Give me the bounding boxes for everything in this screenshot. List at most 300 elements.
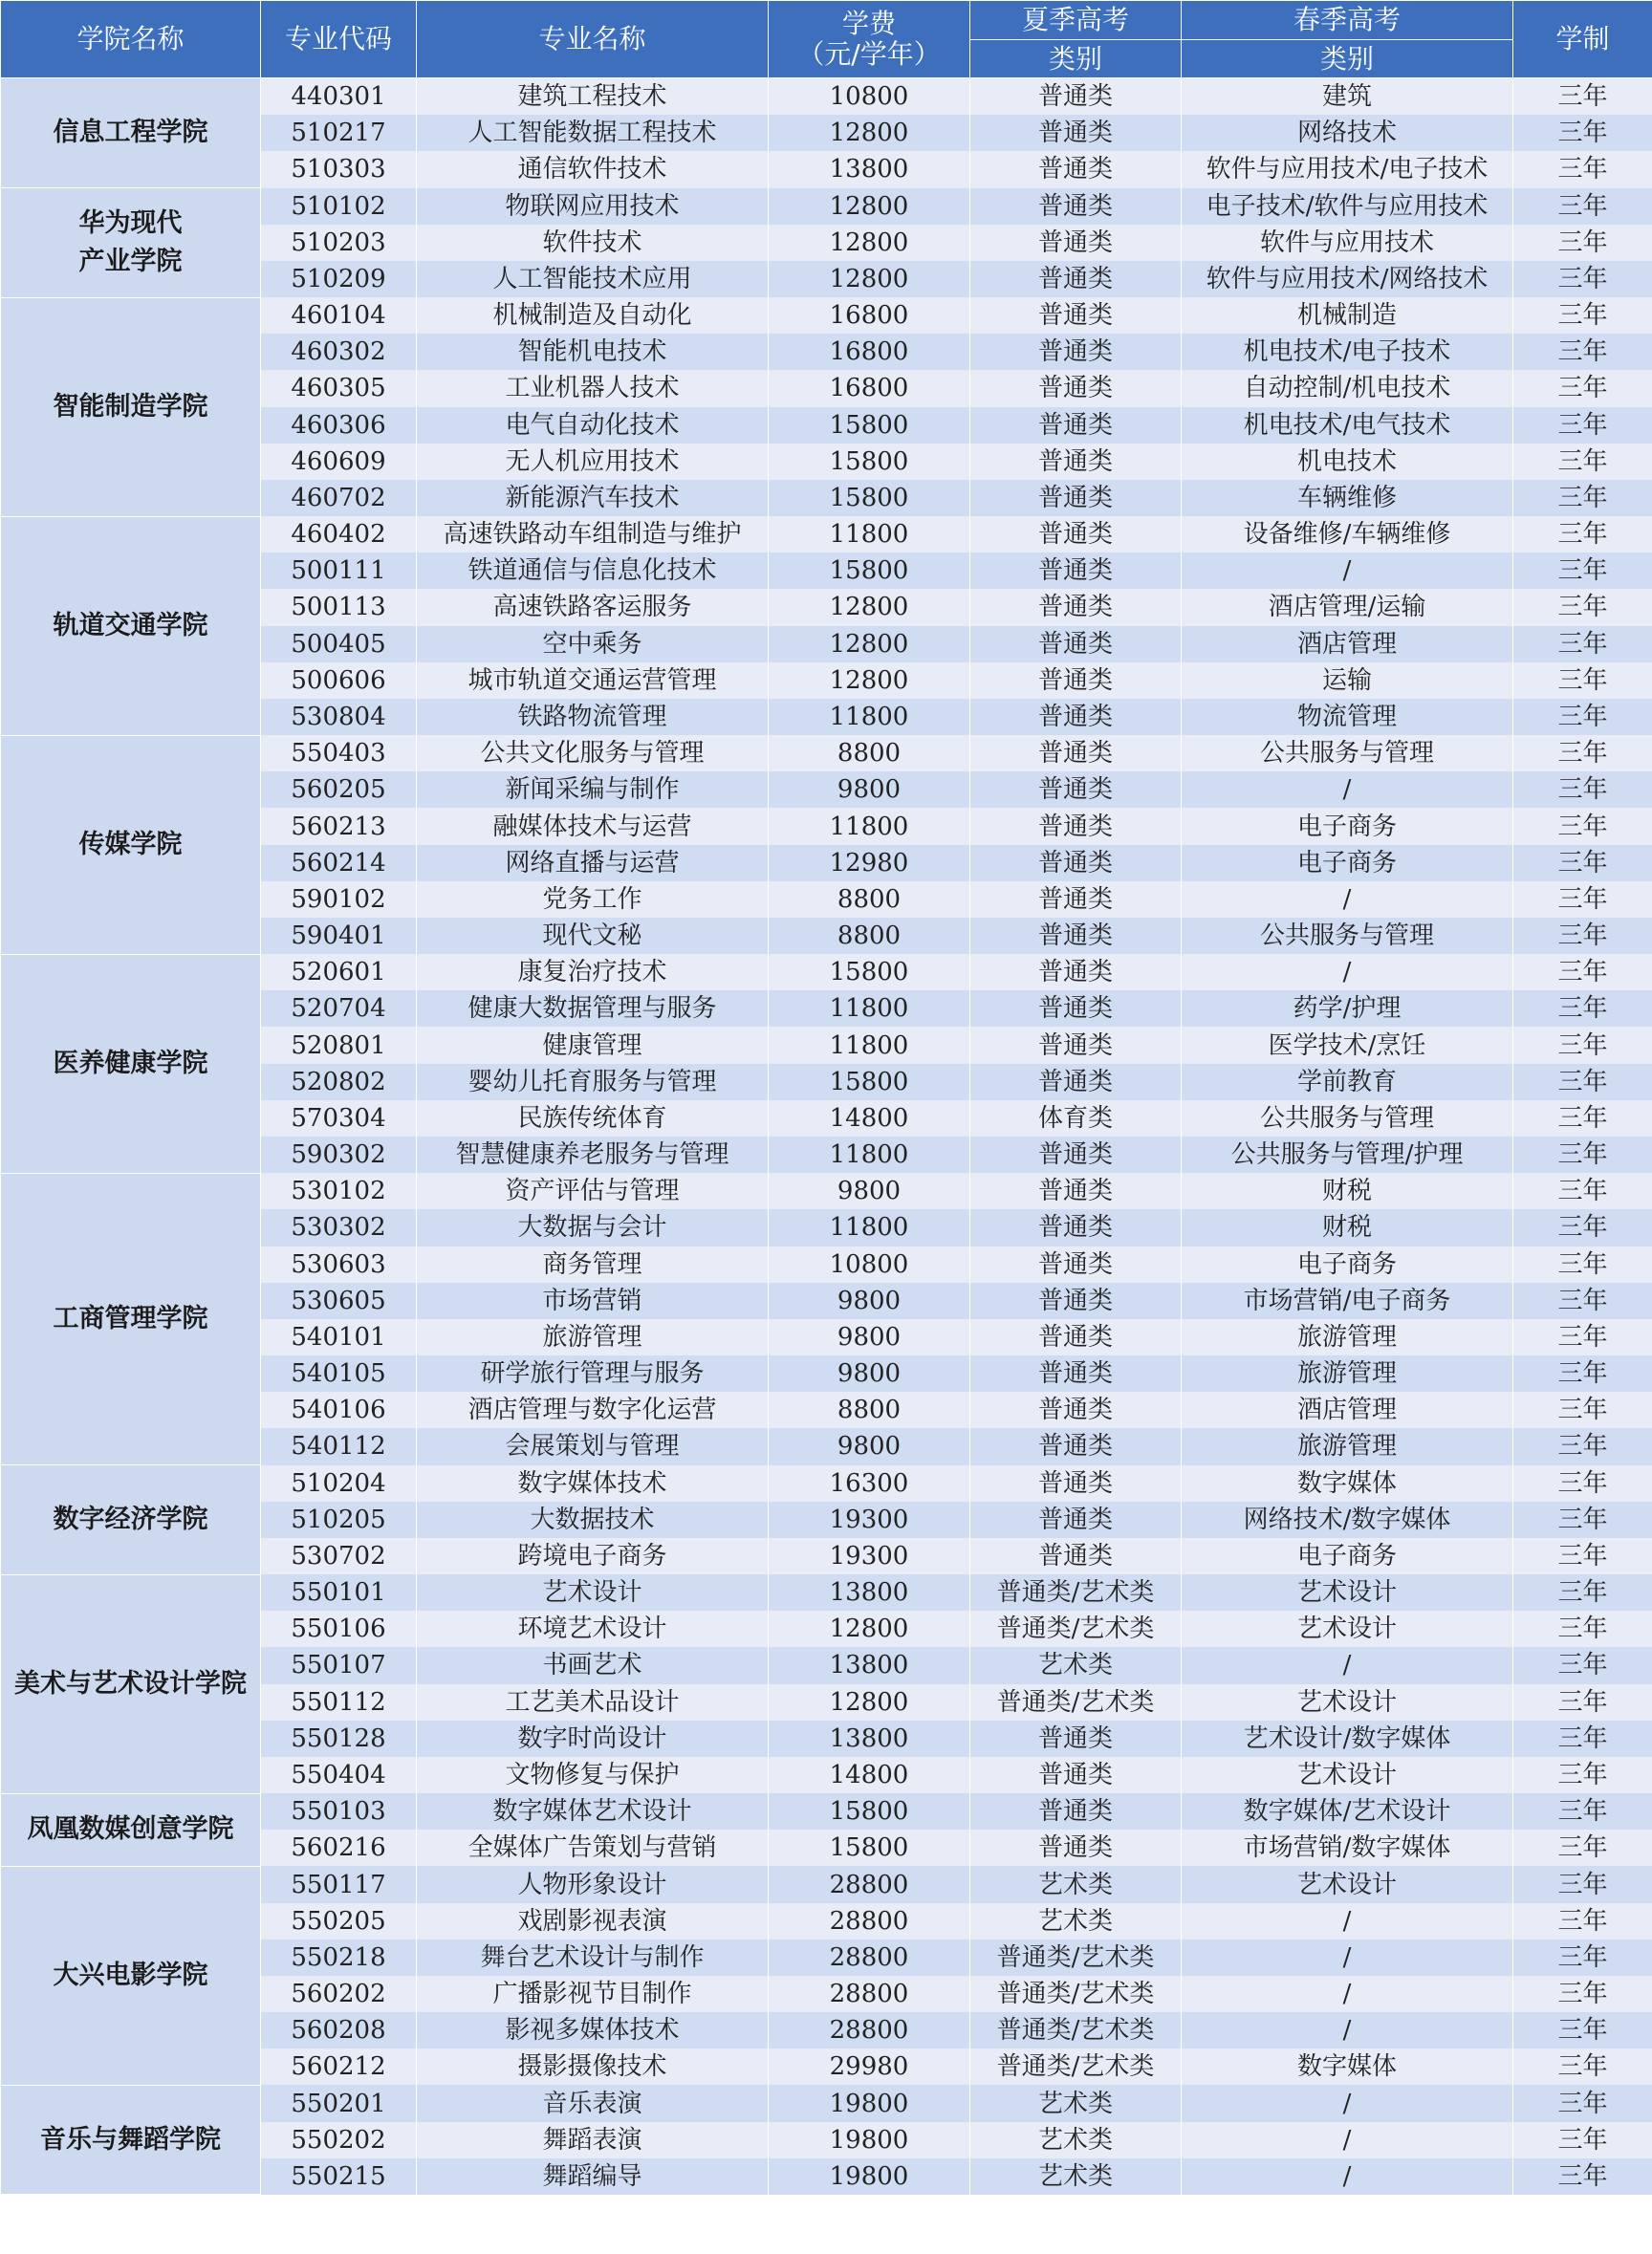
major-code: 520704 [261,990,417,1027]
major-name: 数字媒体艺术设计 [417,1793,769,1830]
tuition: 28800 [769,1976,970,2012]
major-code: 550101 [261,1574,417,1611]
summer-category: 艺术类 [970,1647,1182,1683]
summer-category: 普通类 [970,1793,1182,1830]
summer-category: 普通类 [970,626,1182,662]
duration: 三年 [1513,808,1652,844]
tuition: 12800 [769,662,970,699]
major-name: 数字时尚设计 [417,1721,769,1757]
tuition: 13800 [769,1574,970,1611]
major-name: 智能机电技术 [417,334,769,370]
spring-category: / [1182,2012,1513,2048]
tuition: 15800 [769,444,970,480]
major-code: 510209 [261,261,417,297]
duration: 三年 [1513,1319,1652,1355]
header-tuition-line1: 学费 [841,8,896,39]
tuition: 12800 [769,188,970,225]
duration: 三年 [1513,1757,1652,1793]
table-row [1,1465,1652,1502]
tuition: 15800 [769,1793,970,1830]
spring-category: 软件与应用技术/网络技术 [1182,261,1513,297]
summer-category: 普通类 [970,1538,1182,1574]
duration: 三年 [1513,1830,1652,1866]
tuition: 19800 [769,2158,970,2195]
summer-category: 普通类 [970,918,1182,954]
duration: 三年 [1513,1538,1652,1574]
major-code: 550215 [261,2158,417,2195]
summer-category: 艺术类 [970,1903,1182,1940]
major-code: 550205 [261,1903,417,1940]
summer-category: 普通类 [970,78,1182,116]
major-name: 新闻采编与制作 [417,771,769,808]
duration: 三年 [1513,1209,1652,1246]
duration: 三年 [1513,1574,1652,1611]
summer-category: 普通类 [970,1428,1182,1464]
summer-category: 普通类/艺术类 [970,1684,1182,1721]
tuition: 9800 [769,1173,970,1209]
summer-category: 普通类 [970,1209,1182,1246]
tuition: 28800 [769,2012,970,2048]
tuition: 12800 [769,115,970,151]
duration: 三年 [1513,735,1652,771]
major-name: 高速铁路客运服务 [417,589,769,625]
major-name: 工业机器人技术 [417,370,769,406]
header-tuition-line2: （元/学年） [797,38,941,70]
major-code: 510205 [261,1502,417,1538]
spring-category: 学前教育 [1182,1064,1513,1100]
college-name: 工商管理学院 [1,1173,261,1464]
duration: 三年 [1513,2122,1652,2158]
major-name: 人物形象设计 [417,1866,769,1902]
college-name-line: 产业学院 [78,246,183,276]
summer-category: 普通类 [970,407,1182,444]
summer-category: 普通类 [970,662,1182,699]
major-code: 550106 [261,1611,417,1647]
major-code: 530605 [261,1283,417,1319]
summer-category: 普通类 [970,1757,1182,1793]
spring-category: 软件与应用技术 [1182,225,1513,261]
major-code: 590401 [261,918,417,954]
tuition: 8800 [769,918,970,954]
spring-category: 机电技术/电子技术 [1182,334,1513,370]
tuition: 11800 [769,808,970,844]
tuition: 9800 [769,1283,970,1319]
summer-category: 普通类 [970,954,1182,990]
major-code: 540112 [261,1428,417,1464]
summer-category: 普通类 [970,1465,1182,1502]
summer-category: 普通类 [970,1173,1182,1209]
major-code: 460702 [261,480,417,516]
spring-category: 机电技术 [1182,444,1513,480]
duration: 三年 [1513,516,1652,553]
tuition: 14800 [769,1757,970,1793]
major-code: 590102 [261,881,417,918]
spring-category: 医学技术/烹饪 [1182,1027,1513,1063]
major-code: 560216 [261,1830,417,1866]
major-code: 550107 [261,1647,417,1683]
tuition: 11800 [769,990,970,1027]
major-code: 550403 [261,735,417,771]
tuition: 28800 [769,1866,970,1902]
summer-category: 艺术类 [970,2158,1182,2195]
major-code: 460302 [261,334,417,370]
summer-category: 普通类 [970,845,1182,881]
major-name: 铁路物流管理 [417,699,769,735]
tuition: 16300 [769,1465,970,1502]
header-major: 专业名称 [417,1,769,78]
major-name: 软件技术 [417,225,769,261]
spring-category: 旅游管理 [1182,1319,1513,1355]
major-code: 460306 [261,407,417,444]
major-code: 550117 [261,1866,417,1902]
spring-category: / [1182,1976,1513,2012]
major-code: 510203 [261,225,417,261]
spring-category: 数字媒体 [1182,2048,1513,2085]
spring-category: 酒店管理 [1182,626,1513,662]
spring-category: / [1182,1903,1513,1940]
spring-category: 公共服务与管理 [1182,918,1513,954]
tuition: 8800 [769,881,970,918]
spring-category: / [1182,954,1513,990]
major-code: 530302 [261,1209,417,1246]
major-name: 文物修复与保护 [417,1757,769,1793]
summer-category: 普通类 [970,1355,1182,1392]
spring-category: 财税 [1182,1173,1513,1209]
college-name: 信息工程学院 [1,78,261,188]
tuition: 9800 [769,1319,970,1355]
duration: 三年 [1513,662,1652,699]
tuition: 19300 [769,1538,970,1574]
major-name: 数字媒体技术 [417,1465,769,1502]
major-code: 520802 [261,1064,417,1100]
tuition: 12800 [769,626,970,662]
tuition: 15800 [769,480,970,516]
tuition: 8800 [769,1392,970,1428]
duration: 三年 [1513,1903,1652,1940]
major-name: 音乐表演 [417,2085,769,2121]
spring-category: 艺术设计 [1182,1757,1513,1793]
tuition: 14800 [769,1100,970,1137]
major-name: 物联网应用技术 [417,188,769,225]
major-name: 市场营销 [417,1283,769,1319]
summer-category: 普通类 [970,297,1182,334]
major-code: 540101 [261,1319,417,1355]
major-name: 电气自动化技术 [417,407,769,444]
major-name: 舞蹈编导 [417,2158,769,2195]
duration: 三年 [1513,1684,1652,1721]
tuition: 12800 [769,1684,970,1721]
major-code: 510217 [261,115,417,151]
major-code: 540105 [261,1355,417,1392]
tuition: 13800 [769,1647,970,1683]
summer-category: 艺术类 [970,2122,1182,2158]
duration: 三年 [1513,334,1652,370]
major-code: 550202 [261,2122,417,2158]
major-code: 500111 [261,553,417,589]
table-row [1,1574,1652,1611]
major-name: 健康大数据管理与服务 [417,990,769,1027]
tuition: 19800 [769,2122,970,2158]
major-code: 460609 [261,444,417,480]
college-name: 大兴电影学院 [1,1866,261,2085]
major-name: 通信软件技术 [417,151,769,187]
duration: 三年 [1513,1064,1652,1100]
spring-category: 旅游管理 [1182,1428,1513,1464]
summer-category: 普通类 [970,1137,1182,1173]
college-name: 凤凰数媒创意学院 [1,1793,261,1866]
duration: 三年 [1513,1976,1652,2012]
major-code: 560202 [261,1976,417,2012]
summer-category: 普通类 [970,516,1182,553]
spring-category: 建筑 [1182,78,1513,116]
college-name: 医养健康学院 [1,954,261,1173]
summer-category: 普通类 [970,334,1182,370]
spring-category: 电子技术/软件与应用技术 [1182,188,1513,225]
major-code: 500113 [261,589,417,625]
tuition: 9800 [769,1428,970,1464]
duration: 三年 [1513,1173,1652,1209]
spring-category: 车辆维修 [1182,480,1513,516]
major-code: 560208 [261,2012,417,2048]
table-row [1,2085,1652,2121]
major-code: 550128 [261,1721,417,1757]
spring-category: / [1182,553,1513,589]
duration: 三年 [1513,444,1652,480]
summer-category: 普通类/艺术类 [970,2012,1182,2048]
major-name: 书画艺术 [417,1647,769,1683]
summer-category: 普通类/艺术类 [970,1611,1182,1647]
college-name [1,188,261,298]
major-code: 530603 [261,1246,417,1283]
duration: 三年 [1513,261,1652,297]
duration: 三年 [1513,151,1652,187]
major-code: 460402 [261,516,417,553]
summer-category: 普通类 [970,881,1182,918]
college-name: 音乐与舞蹈学院 [1,2085,261,2195]
tuition: 15800 [769,407,970,444]
major-code: 530702 [261,1538,417,1574]
summer-category: 普通类 [970,771,1182,808]
summer-category: 普通类 [970,261,1182,297]
major-name: 舞台艺术设计与制作 [417,1940,769,1976]
major-code: 590302 [261,1137,417,1173]
summer-category: 体育类 [970,1100,1182,1137]
duration: 三年 [1513,1721,1652,1757]
tuition: 9800 [769,771,970,808]
duration: 三年 [1513,1866,1652,1902]
college-name: 智能制造学院 [1,297,261,516]
duration: 三年 [1513,1793,1652,1830]
tuition: 11800 [769,516,970,553]
table-row [1,297,1652,334]
summer-category: 普通类/艺术类 [970,1940,1182,1976]
spring-category: 市场营销/电子商务 [1182,1283,1513,1319]
spring-category: 艺术设计 [1182,1866,1513,1902]
major-name: 康复治疗技术 [417,954,769,990]
tuition: 19300 [769,1502,970,1538]
major-name: 无人机应用技术 [417,444,769,480]
major-code: 560213 [261,808,417,844]
major-name: 公共文化服务与管理 [417,735,769,771]
major-name: 大数据技术 [417,1502,769,1538]
tuition: 12800 [769,261,970,297]
duration: 三年 [1513,1940,1652,1976]
summer-category: 普通类 [970,1502,1182,1538]
college-name: 轨道交通学院 [1,516,261,735]
tuition: 28800 [769,1940,970,1976]
header-spring: 春季高考 [1182,1,1513,40]
college-name: 美术与艺术设计学院 [1,1574,261,1793]
major-name: 新能源汽车技术 [417,480,769,516]
summer-category: 普通类 [970,990,1182,1027]
table-row [1,954,1652,990]
summer-category: 普通类 [970,370,1182,406]
duration: 三年 [1513,115,1652,151]
summer-category: 普通类 [970,699,1182,735]
major-name: 健康管理 [417,1027,769,1063]
major-name: 智慧健康养老服务与管理 [417,1137,769,1173]
tuition: 12980 [769,845,970,881]
table-header [1,1,1652,78]
header-code: 专业代码 [261,1,417,78]
tuition: 11800 [769,1137,970,1173]
major-code: 560212 [261,2048,417,2085]
major-code: 550201 [261,2085,417,2121]
tuition: 13800 [769,1721,970,1757]
duration: 三年 [1513,78,1652,116]
duration: 三年 [1513,2012,1652,2048]
table-row [1,735,1652,771]
major-code: 500606 [261,662,417,699]
duration: 三年 [1513,2048,1652,2085]
tuition: 12800 [769,589,970,625]
tuition: 16800 [769,297,970,334]
major-code: 460104 [261,297,417,334]
tuition: 12800 [769,1611,970,1647]
spring-category: 网络技术 [1182,115,1513,151]
summer-category: 普通类 [970,1319,1182,1355]
duration: 三年 [1513,626,1652,662]
duration: 三年 [1513,407,1652,444]
tuition: 15800 [769,1064,970,1100]
major-code: 440301 [261,78,417,116]
spring-category: 机械制造 [1182,297,1513,334]
major-code: 550404 [261,1757,417,1793]
summer-category: 普通类 [970,808,1182,844]
summer-category: 普通类 [970,444,1182,480]
spring-category: / [1182,881,1513,918]
tuition: 10800 [769,1246,970,1283]
summer-category: 普通类/艺术类 [970,1574,1182,1611]
spring-category: 数字媒体/艺术设计 [1182,1793,1513,1830]
spring-category: 数字媒体 [1182,1465,1513,1502]
major-code: 510204 [261,1465,417,1502]
major-name: 工艺美术品设计 [417,1684,769,1721]
duration: 三年 [1513,1027,1652,1063]
summer-category: 艺术类 [970,1866,1182,1902]
tuition: 29980 [769,2048,970,2085]
summer-category: 普通类 [970,1064,1182,1100]
major-name: 人工智能技术应用 [417,261,769,297]
duration: 三年 [1513,699,1652,735]
duration: 三年 [1513,225,1652,261]
tuition: 15800 [769,954,970,990]
major-name: 党务工作 [417,881,769,918]
summer-category: 普通类 [970,1830,1182,1866]
duration: 三年 [1513,553,1652,589]
spring-category: 公共服务与管理 [1182,1100,1513,1137]
spring-category: 酒店管理/运输 [1182,589,1513,625]
college-name: 数字经济学院 [1,1465,261,1575]
duration: 三年 [1513,845,1652,881]
table-body [1,78,1652,2195]
major-code: 560214 [261,845,417,881]
spring-category: 公共服务与管理 [1182,735,1513,771]
tuition: 11800 [769,699,970,735]
major-code: 500405 [261,626,417,662]
header-tuition [769,1,970,78]
spring-category: 市场营销/数字媒体 [1182,1830,1513,1866]
duration: 三年 [1513,297,1652,334]
major-name: 研学旅行管理与服务 [417,1355,769,1392]
major-name: 铁道通信与信息化技术 [417,553,769,589]
summer-category: 普通类 [970,1392,1182,1428]
major-name: 城市轨道交通运营管理 [417,662,769,699]
tuition: 19800 [769,2085,970,2121]
major-name: 空中乘务 [417,626,769,662]
duration: 三年 [1513,1100,1652,1137]
spring-category: 电子商务 [1182,1538,1513,1574]
major-name: 大数据与会计 [417,1209,769,1246]
header-summer-category: 类别 [970,40,1182,78]
major-name: 全媒体广告策划与营销 [417,1830,769,1866]
major-name: 舞蹈表演 [417,2122,769,2158]
summer-category: 普通类 [970,735,1182,771]
major-code: 570304 [261,1100,417,1137]
major-name: 会展策划与管理 [417,1428,769,1464]
spring-category: 电子商务 [1182,1246,1513,1283]
summer-category: 普通类 [970,115,1182,151]
table-row [1,78,1652,116]
major-code: 520801 [261,1027,417,1063]
header-spring-category: 类别 [1182,40,1513,78]
header-summer: 夏季高考 [970,1,1182,40]
header-college: 学院名称 [1,1,261,78]
major-name: 旅游管理 [417,1319,769,1355]
duration: 三年 [1513,2085,1652,2121]
tuition: 16800 [769,334,970,370]
major-name: 酒店管理与数字化运营 [417,1392,769,1428]
major-name: 资产评估与管理 [417,1173,769,1209]
duration: 三年 [1513,1502,1652,1538]
spring-category: 财税 [1182,1209,1513,1246]
duration: 三年 [1513,990,1652,1027]
duration: 三年 [1513,188,1652,225]
duration: 三年 [1513,2158,1652,2195]
spring-category: 机电技术/电气技术 [1182,407,1513,444]
duration: 三年 [1513,1246,1652,1283]
major-name: 艺术设计 [417,1574,769,1611]
major-name: 环境艺术设计 [417,1611,769,1647]
duration: 三年 [1513,1611,1652,1647]
header-duration: 学制 [1513,1,1652,78]
duration: 三年 [1513,1428,1652,1464]
major-code: 510303 [261,151,417,187]
spring-category: / [1182,2122,1513,2158]
spring-category: 旅游管理 [1182,1355,1513,1392]
major-name: 现代文秘 [417,918,769,954]
spring-category: 电子商务 [1182,845,1513,881]
